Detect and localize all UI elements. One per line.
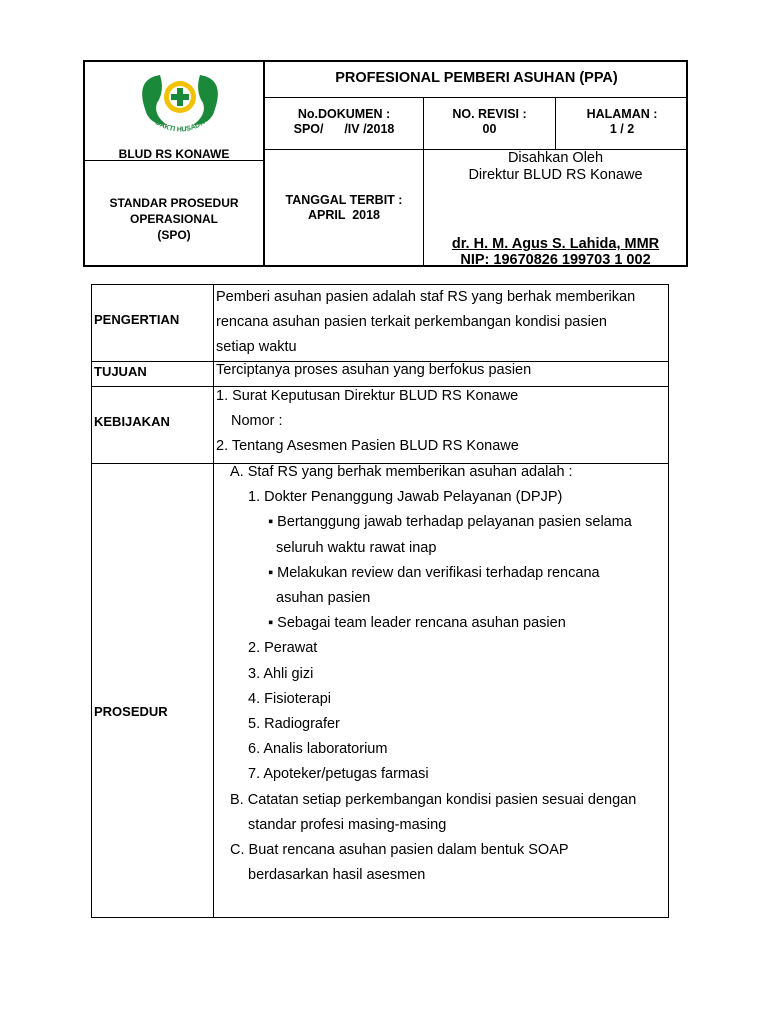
label-kebijakan: KEBIJAKAN [94, 414, 170, 429]
list-item: 6. Analis laboratorium [248, 741, 388, 758]
signature-block [423, 236, 688, 268]
prosedur-text [230, 460, 636, 888]
document-header [83, 60, 688, 267]
list-item: 5. Radiografer [248, 716, 340, 733]
revision-number: NO. REVISI : 00 [452, 107, 527, 136]
list-item: A. Staf RS yang berhak memberikan asuhan adalah : [230, 464, 573, 480]
label-pengertian: PENGERTIAN [94, 312, 180, 327]
procedure-table [91, 284, 669, 918]
hospital-logo [135, 69, 225, 139]
list-item: 4. Fisioterapi [248, 690, 332, 707]
list-item: ▪ Melakukan review dan verifikasi terhadap rencana [268, 564, 600, 581]
document-title: PROFESIONAL PEMBERI ASUHAN (PPA) [335, 70, 618, 86]
list-item: berdasarkan hasil asesmen [248, 867, 426, 884]
list-item: ▪ Sebagai team leader rencana asuhan pasien [268, 615, 566, 632]
hospital-name: BLUD RS KONAWE [118, 147, 230, 161]
list-item: C. Buat rencana asuhan pasien dalam bentuk SOAP [230, 842, 569, 859]
list-item: 3. Ahli gizi [248, 665, 314, 682]
kebijakan-text: 1. Surat Keputusan Direktur BLUD RS Konawe Nomor : 2. Tentang Asesmen Pasien BLUD RS Konawe [216, 388, 519, 455]
page-number: HALAMAN : 1 / 2 [586, 107, 658, 136]
list-item: asuhan pasien [276, 590, 371, 607]
list-item: seluruh waktu rawat inap [276, 539, 437, 556]
header-divider [263, 62, 265, 267]
label-tujuan: TUJUAN [94, 364, 147, 379]
list-item: 7. Apoteker/petugas farmasi [248, 766, 429, 783]
doc-number: No.DOKUMEN : SPO/ /IV /2018 [293, 107, 395, 136]
tujuan-text: Terciptanya proses asuhan yang berfokus pasien [216, 362, 532, 378]
spo-title: STANDAR PROSEDUR OPERASIONAL (SPO) [109, 196, 239, 242]
signer-name: dr. H. M. Agus S. Lahida, MMR [451, 236, 660, 252]
pengertian-text: Pemberi asuhan pasien adalah staf RS yang berhak memberikan rencana asuhan pasien terkait perkembangan kondisi pasien setiap waktu [216, 289, 636, 356]
header-divider [265, 97, 688, 98]
list-item: standar profesi masing-masing [248, 816, 447, 833]
column-divider [213, 285, 214, 917]
svg-text:BAKTI HUSADA: BAKTI HUSADA [153, 119, 207, 134]
list-item: 1. Dokter Penanggung Jawab Pelayanan (DPJP) [248, 489, 563, 506]
list-item: ▪ Bertanggung jawab terhadap pelayanan pasien selama [268, 514, 632, 531]
list-item: 2. Perawat [248, 640, 318, 657]
label-prosedur: PROSEDUR [94, 704, 168, 719]
list-item: B. Catatan setiap perkembangan kondisi pasien sesuai dengan [230, 791, 637, 808]
approval-block: Disahkan Oleh Direktur BLUD RS Konawe [468, 150, 643, 183]
signer-nip: NIP: 19670826 199703 1 002 [460, 252, 651, 268]
issue-date: TANGGAL TERBIT : APRIL 2018 [285, 193, 403, 222]
